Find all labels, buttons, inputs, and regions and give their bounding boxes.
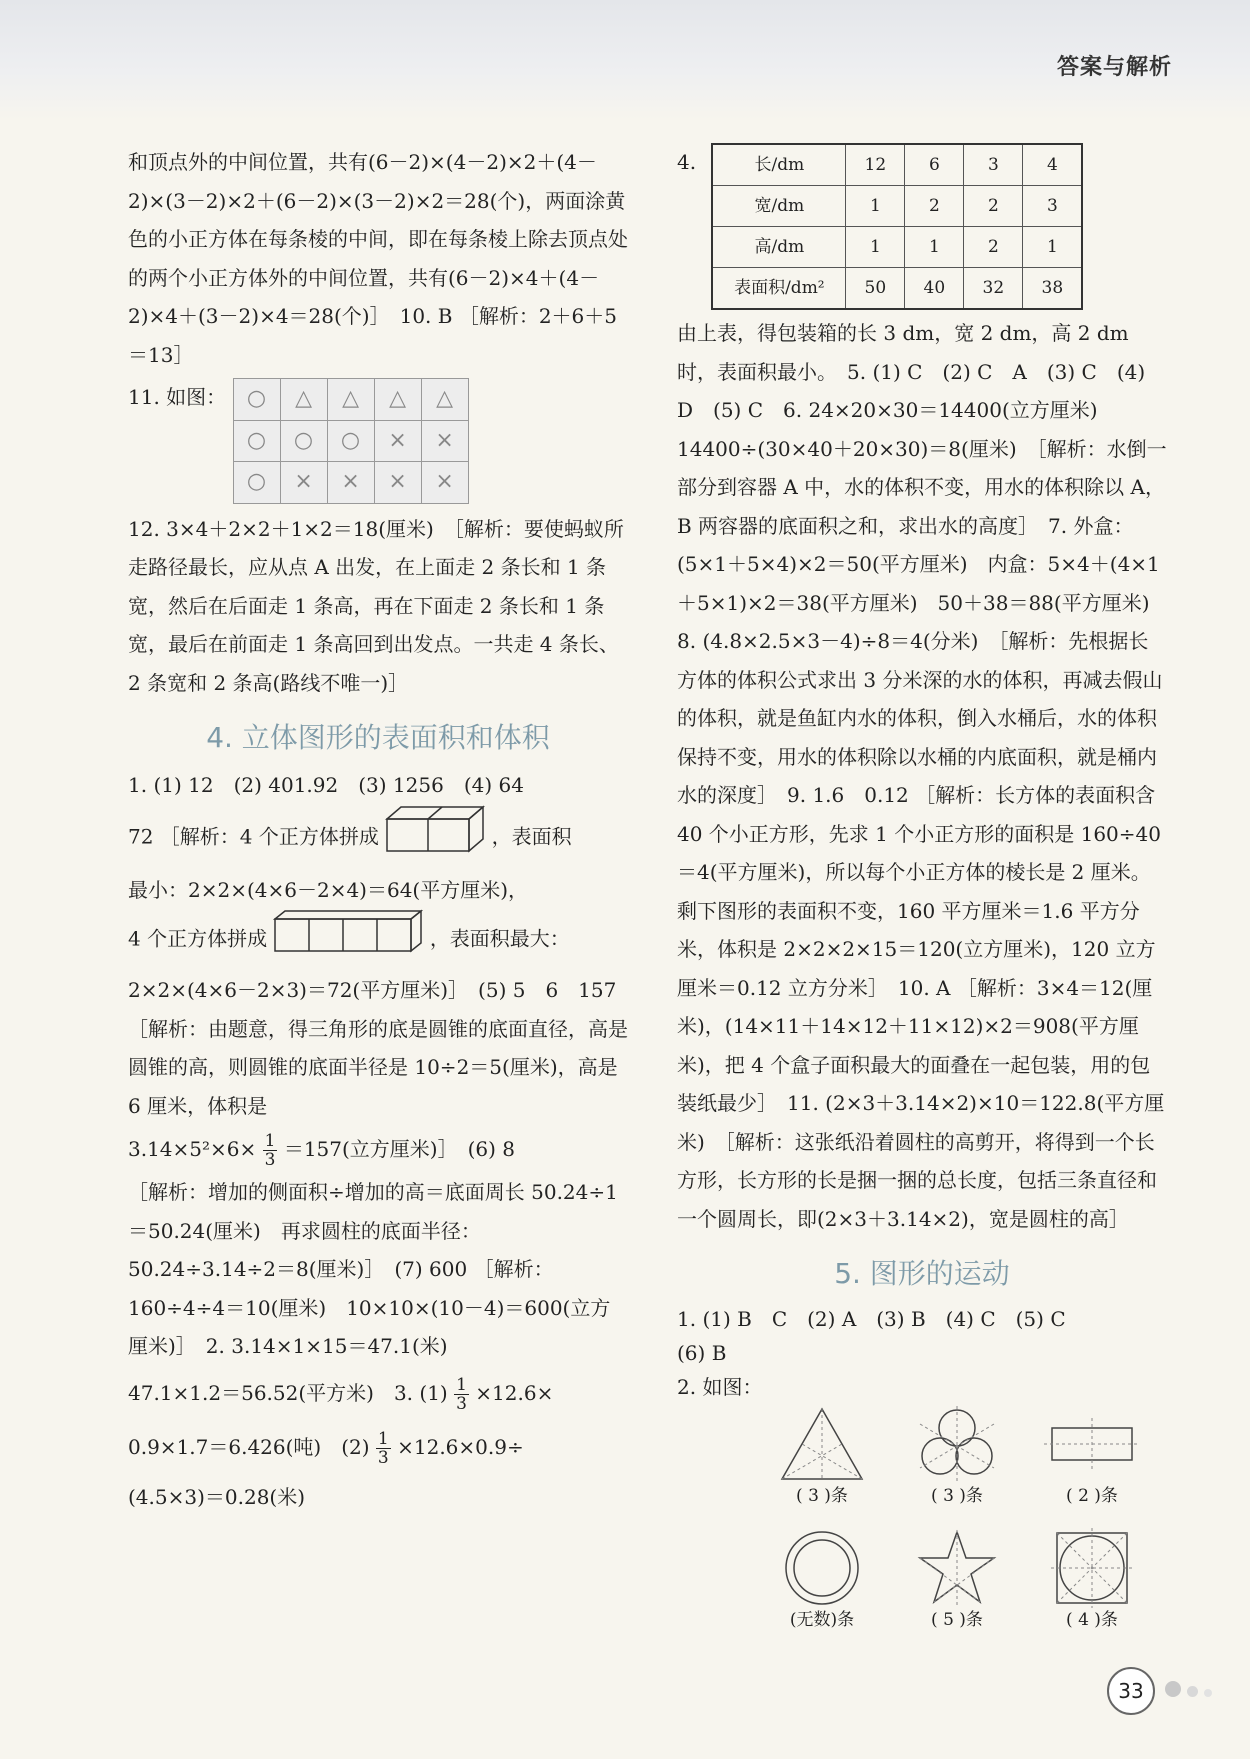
q1-line4a: 4 个正方体拼成 (128, 926, 268, 951)
grid-cell: ○ (233, 379, 280, 421)
grid-cell: ○ (233, 420, 280, 462)
table-row-header: 高/dm (712, 227, 846, 268)
three-circles-figure (902, 1404, 1012, 1508)
q1-line4b: ，表面积最大： (429, 926, 570, 951)
q11-label: 11. 如图： (128, 385, 227, 409)
table-row (712, 268, 1082, 310)
star-figure (902, 1528, 1012, 1632)
header-title: 答案与解析 (1056, 55, 1172, 80)
table-row-header: 长/dm (712, 144, 846, 186)
table-cell: 3 (1023, 186, 1083, 227)
grid-cell: × (421, 462, 468, 504)
q1-line2 (128, 805, 628, 871)
table-cell: 50 (846, 268, 905, 310)
q12-paragraph: 12. 3×4＋2×2＋1×2＝18(厘米) ［解析：要使蚂蚁所走路径最长，应从点 A 出发，在上面走 2 条长和 1 条宽，然后在后面走 1 条高，再在下面走 2 条长和 1 条宽，最后在前面走 1 条高回到出发点。一共走 4 条长、2 条宽和 2 条高(路线不唯一)］ (128, 516, 624, 695)
q11-grid (233, 378, 469, 504)
table-cell: 1 (846, 227, 905, 268)
fig-label-3: ( 2 )条 (1066, 1486, 1118, 1506)
grid-cell: △ (374, 379, 421, 421)
grid-cell: ○ (233, 462, 280, 504)
ring-figure (767, 1528, 877, 1632)
right-q1-b: (6) B (677, 1341, 727, 1365)
frac-num: 1 (264, 1131, 276, 1151)
table-cell: 32 (964, 268, 1023, 310)
table-row (712, 144, 1082, 186)
q1-line2a: 72 ［解析：4 个正方体拼成 (128, 824, 379, 848)
section-5-title: 5. 图形的运动 (834, 1257, 1010, 1290)
right-column (677, 143, 1170, 1654)
cube-2x2-figure (385, 805, 485, 871)
table-row (712, 186, 1082, 227)
q2b-b: ×12.6× (475, 1380, 554, 1405)
symmetry-figures (767, 1404, 1147, 1654)
grid-cell: × (374, 420, 421, 462)
table-cell: 40 (905, 268, 964, 310)
fig-label-6: ( 4 )条 (1066, 1610, 1118, 1630)
q4-label: 4. (677, 150, 697, 174)
table-cell: 12 (846, 144, 905, 186)
frac-den: 3 (456, 1393, 467, 1414)
q1-p6: ［解析：增加的侧面积÷增加的高＝底面周长 50.24÷1＝50.24(厘米) 再求圆柱的底面半径：50.24÷3.14÷2＝8(厘米)］ (7) 600 ［解析：160÷4÷4＝10(厘米) 10×10×(10－4)＝600(立方厘米)］ 2. 3.14×1×15＝47.1(米) (128, 1180, 618, 1358)
table-cell: 38 (1023, 268, 1083, 310)
frac-num: 1 (377, 1428, 389, 1449)
right-q2-label: 2. 如图： (677, 1375, 763, 1399)
section-4-title: 4. 立体图形的表面积和体积 (206, 721, 550, 754)
page-number: 33 (1107, 1667, 1155, 1715)
table-cell: 1 (905, 227, 964, 268)
fraction-one-third-2 (454, 1376, 469, 1413)
right-paragraph-1: 由上表，得包装箱的长 3 dm，宽 2 dm，高 2 dm 时，表面积最小。 5. (1) C (2) C A (3) C (4) D (5) C 6. 24×20×30＝14400(立方厘米) 14400÷(30×40＋20×30)＝8(厘米) ［解析：水倒一部分到容器 A 中，水的体积不变，用水的体积除以 A，B 两容器的底面积之和，求出水的高度］ 7. 外盒：(5×1＋5×4)×2＝50(平方厘米) 内盒：5×4＋(4×1＋5×1)×2＝38(平方厘米) 50＋38＝88(平方厘米) 8. (4.8×2.5×3－4)÷8＝4(分米) ［解析：先根据长方体的体积公式求出 3 分米深的水的体积，再减去假山的体积，就是鱼缸内水的体积，倒入水桶后，水的体积保持不变，用水的体积除以水桶的内底面积，就是桶内水的深度］ 9. 1.6 0.12 ［解析：长方体的表面积含 40 个小正方形，先求 1 个小正方形的面积是 160÷40＝4(平方厘米)，所以每个小正方体的棱长是 2 厘米。剩下图形的表面积不变，160 平方厘米＝1.6 平方分米，体积是 2×2×2×15＝120(立方厘米)，120 立方厘米＝0.12 立方分米］ 10. A ［解析：3×4＝12(厘米)，(14×11＋14×12＋11×12)×2＝908(平方厘米)，把 4 个盒子面积最大的面叠在一起包装，用的包装纸最少］ 11. (2×3＋3.14×2)×10＝122.8(平方厘米) ［解析：这张纸沿着圆柱的高剪开，将得到一个长方形，长方形的长是捆一捆的总长度，包括三条直径和一个圆周长，即(2×3＋3.14×2)，宽是圆柱的高］ (677, 321, 1170, 1231)
q4-block (677, 143, 1167, 310)
q1-vol-b: ＝157(立方厘米)］ (6) 8 (283, 1137, 516, 1161)
grid-cell: × (374, 462, 421, 504)
fig-label-4: (无数)条 (789, 1610, 855, 1630)
q1-line4 (128, 909, 628, 971)
right-q1-a: 1. (1) B C (2) A (3) B (4) C (5) C (677, 1307, 1066, 1331)
cube-1x4-figure (273, 909, 423, 971)
fig-label-2: ( 3 )条 (931, 1486, 983, 1506)
rectangle-figure (1037, 1404, 1147, 1508)
grid-row (233, 379, 468, 421)
q1-rest: 2×2×(4×6－2×3)＝72(平方厘米)］ (5) 5 6 157 ［解析：由题意，得三角形的底是圆锥的底面直径，高是圆锥的高，则圆锥的底面半径是 10÷2＝5(厘米)，高是 6 厘米，体积是 (128, 978, 637, 1118)
grid-row (233, 462, 468, 504)
q3-c: (4.5×3)＝0.28(米) (128, 1484, 306, 1509)
frac-num: 1 (456, 1374, 467, 1395)
grid-cell: × (421, 420, 468, 462)
frac-den: 3 (377, 1447, 389, 1468)
grid-row (233, 420, 468, 462)
q2b-line (128, 1366, 628, 1420)
q1-vol-a: 3.14×5²×6× (128, 1137, 257, 1161)
q1-volume-line (128, 1125, 628, 1173)
fraction-one-third (263, 1132, 278, 1169)
fraction-one-third-3 (376, 1430, 391, 1467)
table-cell: 2 (964, 186, 1023, 227)
q1-line3: 最小：2×2×(4×6－2×4)＝64(平方厘米)， (128, 877, 529, 902)
table-cell: 1 (846, 186, 905, 227)
triangle-figure (767, 1404, 877, 1508)
table-cell: 2 (964, 227, 1023, 268)
table-cell: 1 (1023, 227, 1083, 268)
grid-cell: △ (421, 379, 468, 421)
fig-label-5: ( 5 )条 (931, 1610, 983, 1630)
left-column (128, 143, 637, 1520)
grid-cell: ○ (280, 420, 327, 462)
q3-line (128, 1420, 628, 1474)
left-paragraph-1: 和顶点外的中间位置，共有(6－2)×(4－2)×2＋(4－2)×(3－2)×2＋(6－2)×(3－2)×2＝28(个)，两面涂黄色的小正方体在每条棱的中间，即在每条棱上除去顶点处的两个小正方体外的中间位置，共有(6－2)×4＋(4－2)×4＋(3－2)×4＝28(个)］ 10. B ［解析：2＋6＋5＝13］ (128, 150, 628, 367)
grid-cell: × (327, 462, 374, 504)
square-circle-figure (1037, 1528, 1147, 1632)
grid-cell: × (280, 462, 327, 504)
table-cell: 6 (905, 144, 964, 186)
q2b-a: 47.1×1.2＝56.52(平方米) 3. (1) (128, 1380, 448, 1405)
page-dots-decoration (1165, 1681, 1218, 1701)
grid-cell: △ (280, 379, 327, 421)
q1-line2b: ，表面积 (491, 824, 572, 848)
grid-cell: ○ (327, 420, 374, 462)
table-cell: 4 (1023, 144, 1083, 186)
dimension-table (711, 143, 1083, 310)
table-cell: 3 (964, 144, 1023, 186)
table-row (712, 227, 1082, 268)
frac-den: 3 (264, 1150, 276, 1170)
q3-a: 0.9×1.7＝6.426(吨) (2) (128, 1434, 370, 1459)
q11-block (128, 378, 628, 504)
table-row-header: 表面积/dm² (712, 268, 846, 310)
q3-b: ×12.6×0.9÷ (397, 1434, 524, 1459)
grid-cell: △ (327, 379, 374, 421)
q1-line1: 1. (1) 12 (2) 401.92 (3) 1256 (4) 64 (128, 773, 524, 797)
fig-label-1: ( 3 )条 (796, 1486, 848, 1506)
table-row-header: 宽/dm (712, 186, 846, 227)
table-cell: 2 (905, 186, 964, 227)
